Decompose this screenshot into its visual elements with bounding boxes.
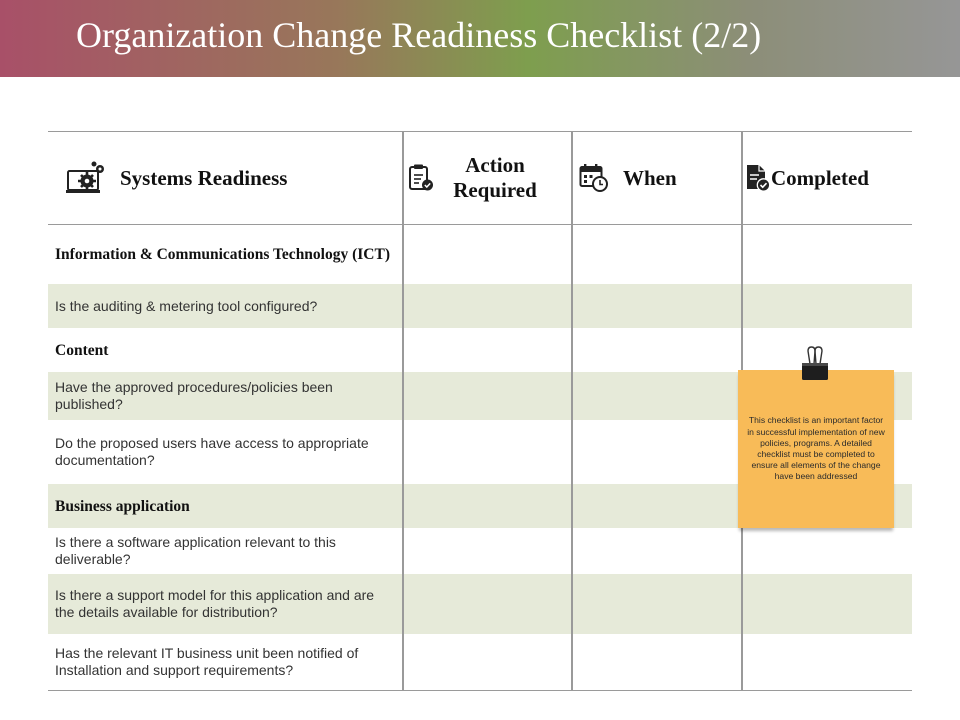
row-text: Is the auditing & metering tool configured?	[55, 297, 318, 314]
table-row	[48, 574, 912, 634]
row-text: Is there a software application relevant to this deliverable?	[55, 534, 336, 567]
header-systems-readiness	[66, 132, 287, 224]
row-text: Has the relevant IT business unit been notified of Installation and support requirements?	[55, 645, 359, 678]
table-row	[48, 224, 912, 284]
column-divider	[402, 132, 404, 690]
column-divider	[571, 132, 573, 690]
calendar-clock-icon	[579, 163, 609, 193]
row-text: Information & Communications Technology (ICT)	[55, 245, 390, 263]
table-header-row	[48, 132, 912, 225]
header-label: When	[623, 165, 677, 190]
note-paper	[738, 370, 894, 528]
note-text: This checklist is an important factor in successful implementation of new policies, programs. A detailed checklist must be completed to ensure all elements of the change have been addressed	[747, 415, 885, 482]
row-text: Is there a support model for this application and are the details available for distribution?	[55, 587, 375, 620]
table-row	[48, 634, 912, 690]
document-check-icon	[745, 163, 771, 193]
sticky-note	[736, 346, 896, 536]
header-when	[579, 132, 677, 224]
table-row	[48, 284, 912, 328]
header-label: Completed	[771, 165, 869, 190]
row-text: Do the proposed users have access to appropriate documentation?	[55, 435, 369, 468]
laptop-gears-icon	[66, 161, 110, 195]
header-label: Systems Readiness	[120, 165, 288, 190]
header-completed	[745, 132, 869, 224]
binder-clip-icon	[800, 346, 830, 387]
row-text: Business application	[55, 497, 190, 515]
slide-title: Organization Change Readiness Checklist (2/2)	[76, 15, 762, 55]
title-bar	[0, 0, 960, 77]
row-text: Have the approved procedures/policies been published?	[55, 379, 333, 412]
row-text: Content	[55, 341, 109, 359]
header-action-required	[408, 132, 570, 224]
header-label: Action Required	[453, 153, 537, 202]
clipboard-check-icon	[408, 163, 434, 193]
